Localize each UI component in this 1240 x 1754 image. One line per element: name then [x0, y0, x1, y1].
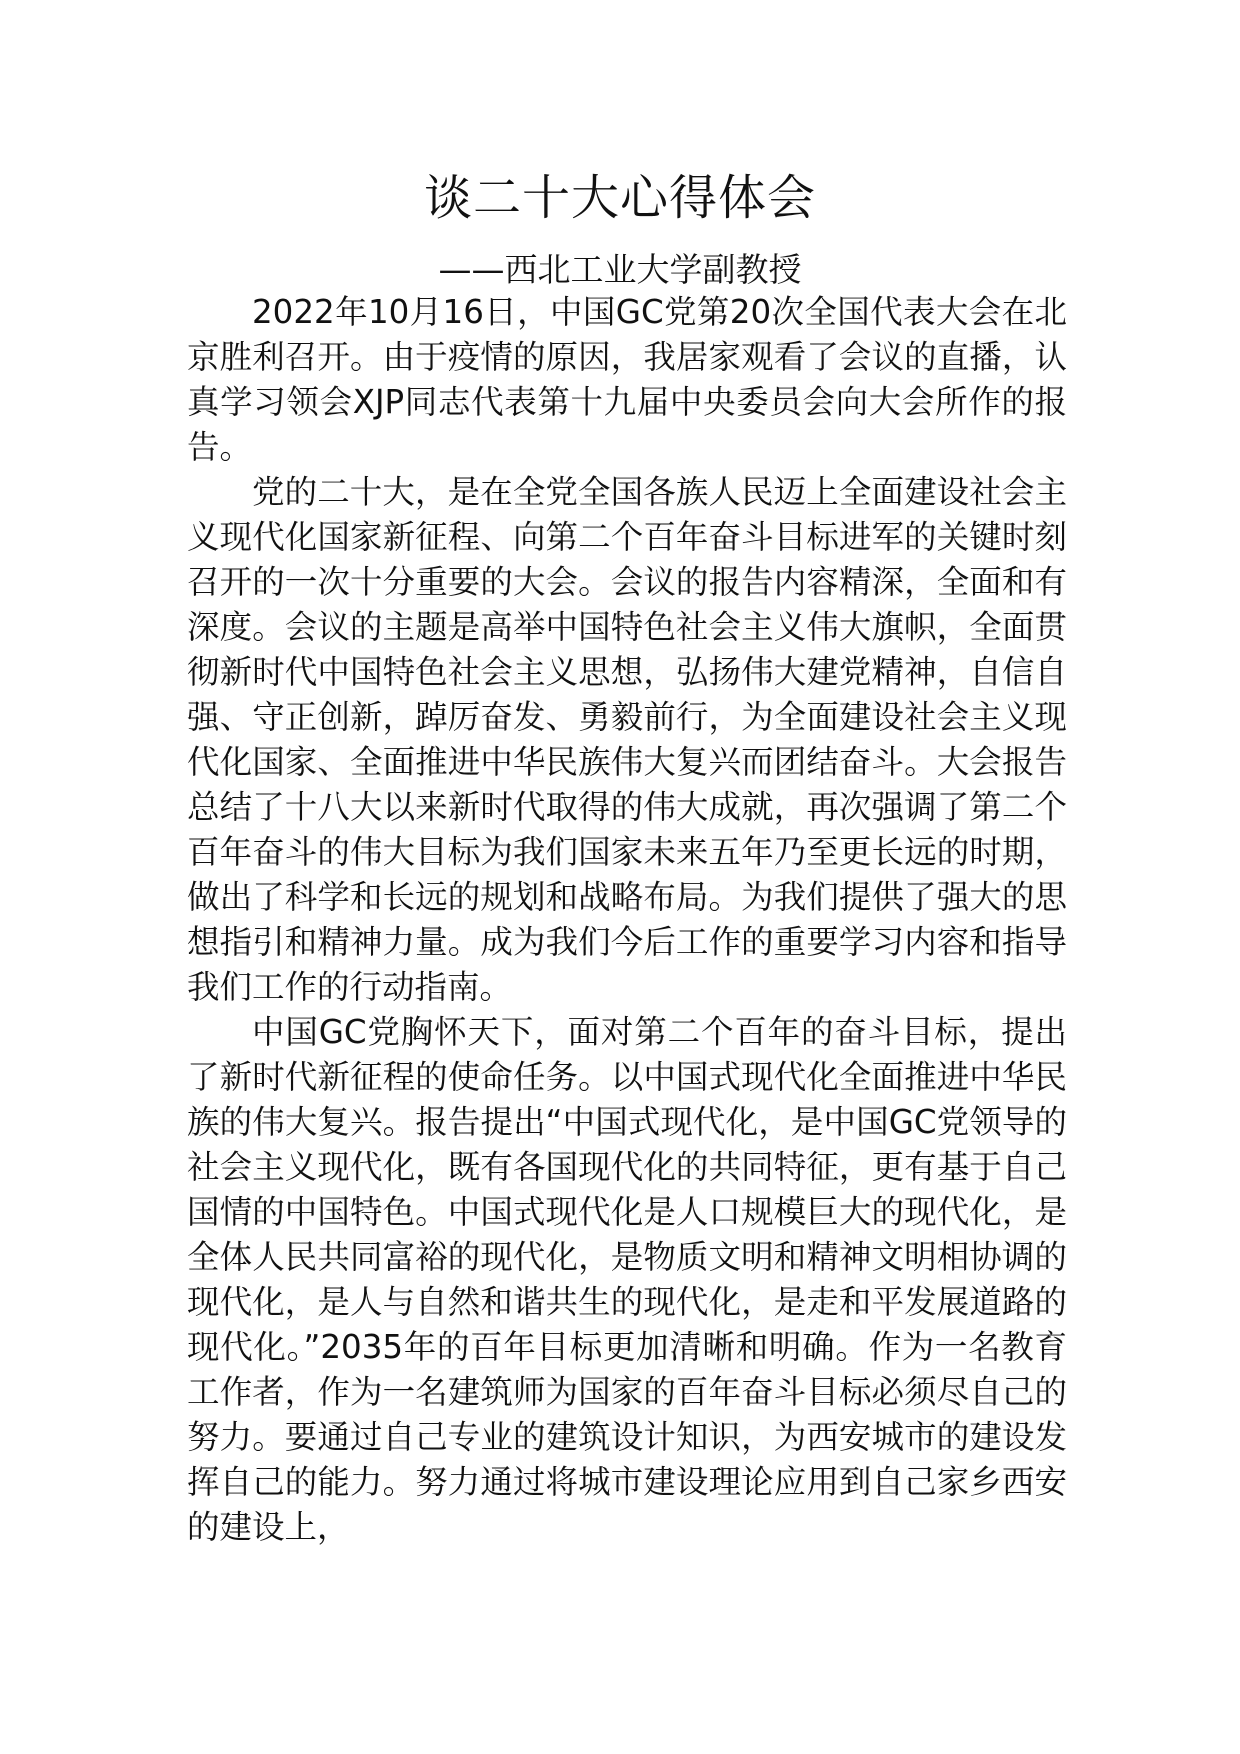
document-body: [187, 290, 1067, 1550]
document-subtitle: ——西北工业大学副教授: [438, 250, 802, 289]
paragraph-3: 中国GC党胸怀天下，面对第二个百年的奋斗目标，提出了新时代新征程的使命任务。以中国式现代化全面推进中华民族的伟大复兴。报告提出“中国式现代化，是中国GC党领导的社会主义现代化，既有各国现代化的共同特征，更有基于自己国情的中国特色。中国式现代化是人口规模巨大的现代化，是全体人民共同富裕的现代化，是物质文明和精神文明相协调的现代化，是人与自然和谐共生的现代化，是走和平发展道路的现代化。”2035年的百年目标更加清晰和明确。作为一名教育工作者，作为一名建筑师为国家的百年奋斗目标必须尽自己的努力。要通过自己专业的建筑设计知识，为西安城市的建设发挥自己的能力。努力通过将城市建设理论应用到自己家乡西安的建设上，: [187, 1013, 1067, 1546]
paragraph-1: 2022年10月16日，中国GC党第20次全国代表大会在北京胜利召开。由于疫情的原因，我居家观看了会议的直播，认真学习领会XJP同志代表第十九届中央委员会向大会所作的报告。: [187, 293, 1067, 466]
document-title: 谈二十大心得体会: [423, 170, 816, 226]
paragraph-2: 党的二十大，是在全党全国各族人民迈上全面建设社会主义现代化国家新征程、向第二个百年奋斗目标进军的关键时刻召开的一次十分重要的大会。会议的报告内容精深，全面和有深度。会议的主题是高举中国特色社会主义伟大旗帜，全面贯彻新时代中国特色社会主义思想，弘扬伟大建党精神，自信自强、守正创新，踔厉奋发、勇毅前行，为全面建设社会主义现代化国家、全面推进中华民族伟大复兴而团结奋斗。大会报告总结了十八大以来新时代取得的伟大成就，再次强调了第二个百年奋斗的伟大目标为我们国家未来五年乃至更长远的时期，做出了科学和长远的规划和战略布局。为我们提供了强大的思想指引和精神力量。成为我们今后工作的重要学习内容和指导我们工作的行动指南。: [187, 473, 1067, 1006]
